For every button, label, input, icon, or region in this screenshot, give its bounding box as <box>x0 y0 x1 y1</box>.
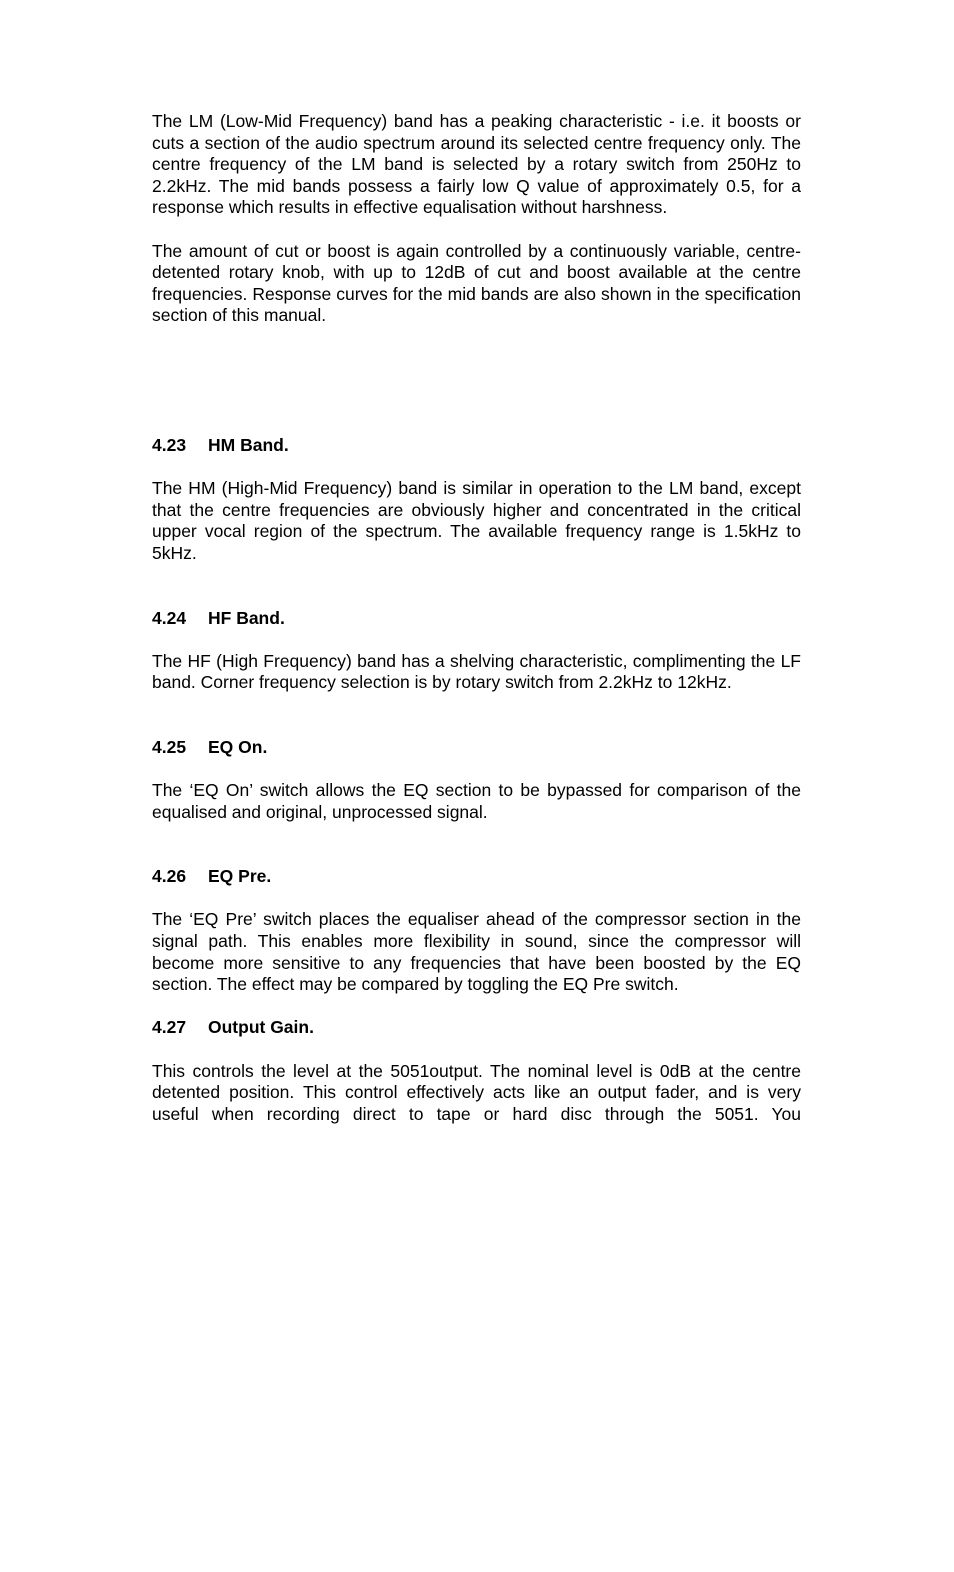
intro-paragraph-cut-boost: The amount of cut or boost is again controlled by a continuously variable, centre-detented rotary knob, with up to 12dB of cut and boost available at the centre frequencies. Response curves for the mid bands are also shown in the specification section of this manual. <box>152 240 801 326</box>
section-heading-eq-pre <box>152 866 801 888</box>
manual-page <box>152 111 801 1125</box>
section-paragraph-hf-band: The HF (High Frequency) band has a shelving characteristic, complimenting the LF band. Corner frequency selection is by rotary switch from 2.2kHz to 12kHz. <box>152 650 801 693</box>
section-number: 4.23 <box>152 434 187 455</box>
section-title: EQ Pre. <box>208 866 272 887</box>
section-title: Output Gain. <box>208 1017 314 1038</box>
section-heading-output-gain <box>152 1017 801 1039</box>
section-number: 4.26 <box>152 866 187 887</box>
section-title: EQ On. <box>208 736 268 757</box>
section-number: 4.24 <box>152 607 187 628</box>
intro-paragraph-lm-band: The LM (Low-Mid Frequency) band has a peaking characteristic - i.e. it boosts or cuts a section of the audio spectrum around its selected centre frequency only. The centre frequency of the LM band is selected by a rotary switch from 250Hz to 2.2kHz. The mid bands possess a fairly low Q value of approximately 0.5, for a response which results in effective equalisation without harshness. <box>152 111 801 218</box>
section-paragraph-output-gain: This controls the level at the 5051output. The nominal level is 0dB at the centre detented position. This control effectively acts like an output fader, and is very useful when recording direct to tape or hard disc through the 5051. You <box>152 1060 801 1124</box>
section-heading-hm-band <box>152 435 801 457</box>
section-number: 4.27 <box>152 1017 187 1038</box>
section-title: HM Band. <box>208 434 289 455</box>
section-paragraph-hm-band: The HM (High-Mid Frequency) band is similar in operation to the LM band, except that the centre frequencies are obviously higher and concentrated in the critical upper vocal region of the spectrum. The available frequency range is 1.5kHz to 5kHz. <box>152 478 801 563</box>
section-paragraph-eq-on: The ‘EQ On’ switch allows the EQ section to be bypassed for comparison of the equalised and original, unprocessed signal. <box>152 780 801 822</box>
section-heading-hf-band <box>152 608 801 630</box>
section-number: 4.25 <box>152 736 187 757</box>
section-paragraph-eq-pre: The ‘EQ Pre’ switch places the equaliser ahead of the compressor section in the signal path. This enables more flexibility in sound, since the compressor will become more sensitive to any frequencies that have been boosted by the EQ section. The effect may be compared by toggling the EQ Pre switch. <box>152 909 801 995</box>
section-heading-eq-on <box>152 737 801 759</box>
section-title: HF Band. <box>208 607 285 628</box>
